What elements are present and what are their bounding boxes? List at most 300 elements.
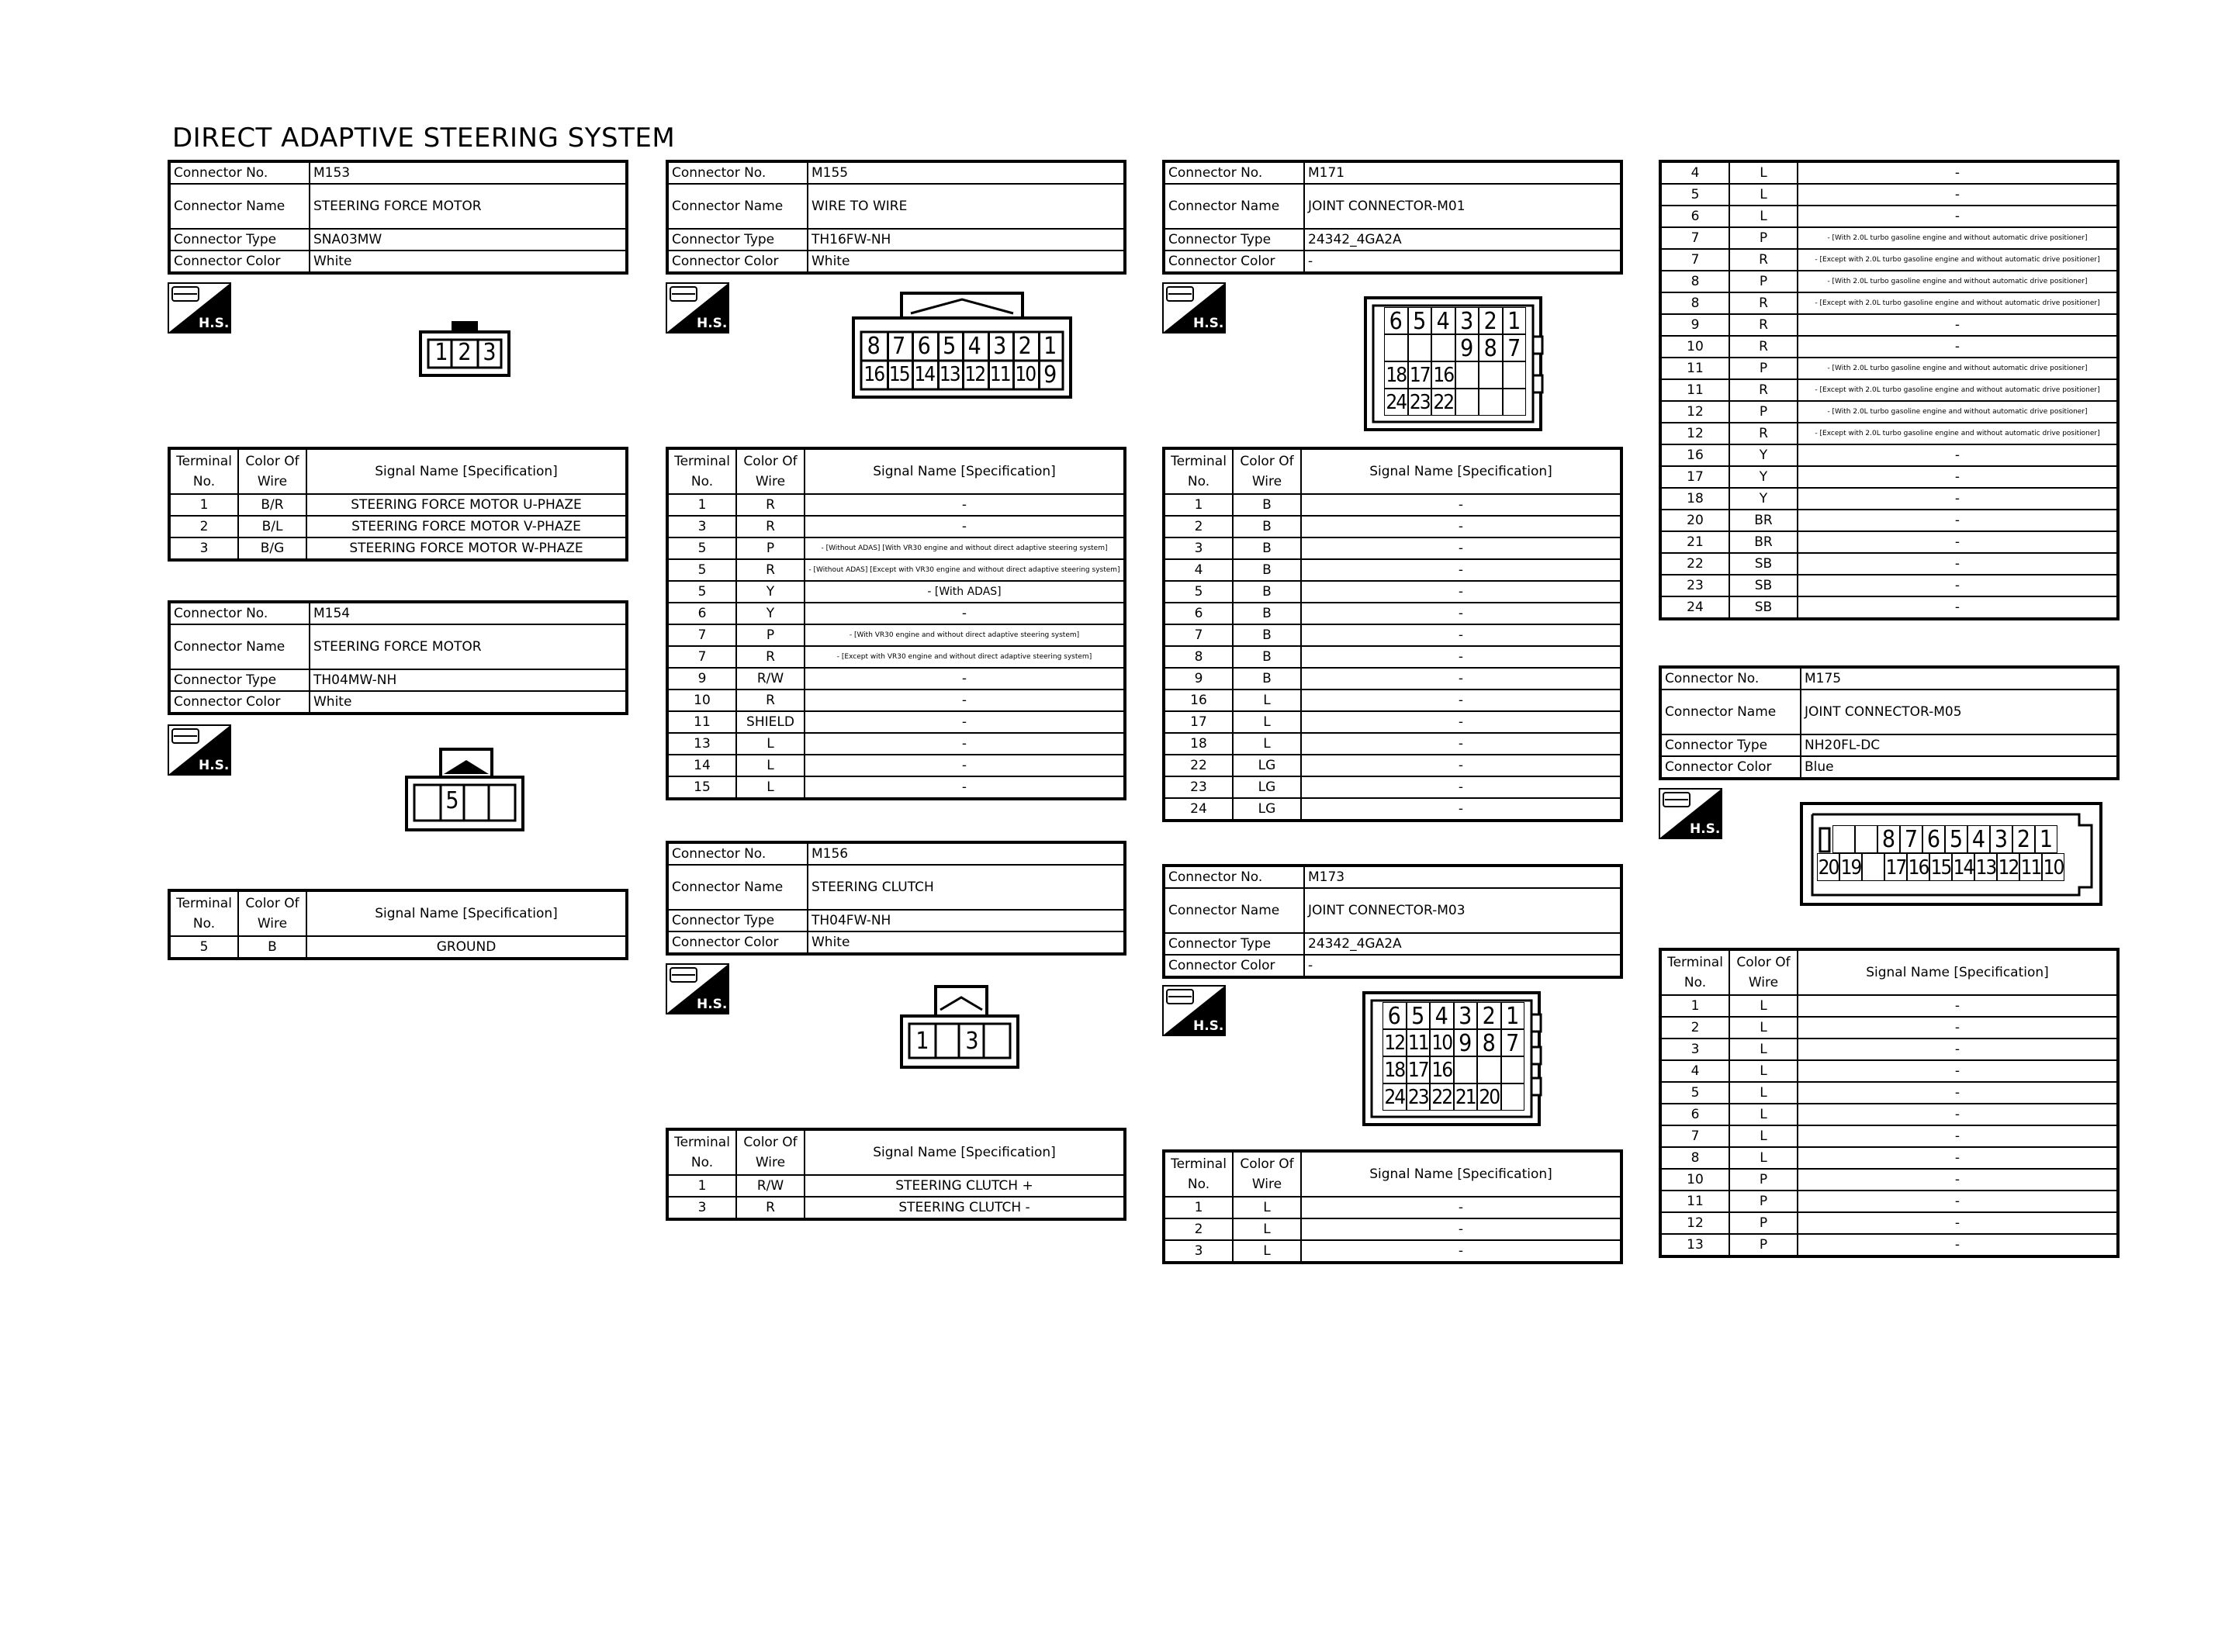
signal-name-cell: - [1798, 510, 2118, 531]
table-row [1660, 1082, 2118, 1104]
terminal-no-cell: 8 [1660, 1147, 1729, 1169]
pin-cell: 13 [1974, 853, 1997, 881]
terminal-no-header: Terminal No. [169, 890, 238, 936]
harness-side-icon [168, 282, 231, 334]
wire-color-cell: LG [1233, 776, 1301, 798]
connector-type-label: Connector Type [169, 669, 310, 691]
table-row [1164, 776, 1621, 798]
terminal-no-cell: 16 [1164, 689, 1233, 711]
connector-no-label: Connector No. [1164, 866, 1304, 888]
signal-name-cell: - [1798, 466, 2118, 488]
signal-name-cell: - [805, 711, 1125, 733]
table-row [1660, 336, 2118, 358]
pin-cell: 24 [1383, 1083, 1407, 1111]
terminal-no-cell: 10 [1660, 336, 1729, 358]
connector-header-m154 [168, 600, 628, 715]
wire-color-cell: P [1729, 1191, 1798, 1212]
hs-label: H.S. [199, 758, 230, 773]
connector-face-m155 [852, 290, 1074, 403]
terminal-no-cell: 11 [1660, 358, 1729, 379]
wire-color-cell: Y [1729, 444, 1798, 466]
pin-cell [1503, 361, 1527, 389]
hs-badge-icon [168, 282, 231, 334]
pin-cell [1501, 1083, 1525, 1111]
wire-color-cell: R [736, 1197, 805, 1219]
table-row [1660, 488, 2118, 510]
wire-color-cell: L [1233, 733, 1301, 755]
terminal-no-cell: 9 [1164, 668, 1233, 689]
table-row [1164, 581, 1621, 603]
wire-color-cell: B/G [238, 537, 306, 560]
table-row [1164, 733, 1621, 755]
signal-name-cell: - [1301, 581, 1621, 603]
terminal-no-cell: 6 [1660, 206, 1729, 227]
harness-side-icon [168, 724, 231, 776]
table-row [667, 1197, 1125, 1219]
connector-name-value: JOINT CONNECTOR-M05 [1801, 689, 2118, 734]
pin-cell: 13 [937, 361, 965, 389]
signal-name-cell: - [Except with VR30 engine and without direct adaptive steering system] [805, 646, 1125, 668]
signal-name-cell: - [1301, 1197, 1621, 1218]
pin-cell [1479, 389, 1503, 416]
connector-color-value: - [1304, 251, 1621, 273]
wire-color-cell: R [736, 646, 805, 668]
harness-side-icon [1162, 985, 1226, 1036]
connector-color-value: Blue [1801, 756, 2118, 779]
hs-label: H.S. [697, 316, 728, 331]
wire-color-cell: R [1729, 292, 1798, 314]
table-row [667, 537, 1125, 559]
pin-cell: 1 [1043, 333, 1057, 360]
pin-cell: 5 [1408, 307, 1432, 334]
terminal-no-cell: 1 [1164, 1197, 1233, 1218]
terminal-no-header: Terminal No. [1164, 448, 1233, 494]
table-row [1660, 553, 2118, 575]
signal-name-cell: - [With 2.0L turbo gasoline engine and without automatic drive positioner] [1798, 271, 2118, 292]
pin-cell [1455, 389, 1479, 416]
pin-cell: 1 [2035, 825, 2057, 853]
pin-cell: 23 [1408, 389, 1432, 416]
signal-name-header: Signal Name [Specification] [805, 448, 1125, 494]
wire-color-cell: LG [1233, 798, 1301, 821]
wire-color-cell: L [1233, 1197, 1301, 1218]
connector-name-label: Connector Name [667, 865, 808, 910]
pin-number: 3 [965, 1028, 979, 1055]
signal-name-cell: - [1798, 1060, 2118, 1082]
terminal-no-cell: 11 [1660, 1191, 1729, 1212]
wire-color-cell: B/L [238, 516, 306, 537]
terminal-no-header: Terminal No. [169, 448, 238, 494]
terminal-no-cell: 12 [1660, 401, 1729, 423]
signal-name-cell: - [1798, 314, 2118, 336]
terminal-no-header: Terminal No. [667, 448, 736, 494]
pin-cell: 20 [1817, 853, 1839, 881]
connector-header-m156 [666, 841, 1126, 956]
wire-color-cell: SB [1729, 575, 1798, 596]
wire-color-cell: P [1729, 358, 1798, 379]
connector-color-label: Connector Color [667, 931, 808, 954]
table-header-row [169, 448, 627, 494]
signal-name-cell: STEERING FORCE MOTOR V-PHAZE [306, 516, 627, 537]
wire-color-cell: L [1233, 689, 1301, 711]
terminal-no-cell: 13 [667, 733, 736, 755]
pin-cell [1431, 334, 1455, 361]
signal-name-cell: - [1798, 488, 2118, 510]
wire-color-cell: B [1233, 559, 1301, 581]
signal-name-cell: - [1798, 531, 2118, 553]
signal-name-cell: STEERING CLUTCH - [805, 1197, 1125, 1219]
pin-cell: 11 [988, 361, 1016, 389]
wire-color-cell: Y [1729, 466, 1798, 488]
terminal-no-cell: 3 [667, 1197, 736, 1219]
pin-cell: 4 [1967, 825, 1990, 853]
wire-color-cell: R [736, 559, 805, 581]
pin-cell: 9 [1454, 1029, 1478, 1056]
table-row [667, 689, 1125, 711]
pin-cell: 7 [1501, 1029, 1525, 1056]
table-row [1660, 531, 2118, 553]
connector-type-label: Connector Type [1164, 229, 1304, 251]
signal-name-cell: - [1798, 1234, 2118, 1256]
terminal-table-m154 [168, 889, 628, 960]
terminal-no-cell: 23 [1660, 575, 1729, 596]
terminal-no-cell: 1 [169, 494, 238, 516]
terminal-no-cell: 17 [1660, 466, 1729, 488]
terminal-no-cell: 5 [1660, 184, 1729, 206]
connector-name-label: Connector Name [1164, 184, 1304, 229]
signal-name-cell: - [With ADAS] [805, 581, 1125, 603]
signal-name-cell: - [1798, 1017, 2118, 1039]
connector-no-value: M156 [808, 842, 1125, 865]
terminal-no-cell: 9 [667, 668, 736, 689]
connector-type-value: TH04FW-NH [808, 910, 1125, 931]
signal-name-cell: - [805, 733, 1125, 755]
color-of-wire-header: Color Of Wire [1729, 949, 1798, 995]
signal-name-cell: - [1798, 206, 2118, 227]
terminal-no-cell: 5 [667, 559, 736, 581]
hs-badge-icon [666, 963, 729, 1014]
wire-color-cell: Y [736, 603, 805, 624]
connector-type-value: TH04MW-NH [310, 669, 627, 691]
wire-color-cell: L [1729, 995, 1798, 1017]
terminal-no-cell: 15 [667, 776, 736, 799]
pin-cell: 3 [1990, 825, 2012, 853]
table-row [667, 494, 1125, 516]
color-of-wire-header: Color Of Wire [238, 890, 306, 936]
signal-name-cell: - [805, 689, 1125, 711]
signal-name-header: Signal Name [Specification] [1301, 448, 1621, 494]
terminal-no-cell: 17 [1164, 711, 1233, 733]
terminal-no-cell: 13 [1660, 1234, 1729, 1256]
wire-color-cell: BR [1729, 531, 1798, 553]
terminal-no-cell: 16 [1660, 444, 1729, 466]
connector-type-value: SNA03MW [310, 229, 627, 251]
signal-name-cell: - [1301, 516, 1621, 537]
pin-cell [1455, 361, 1479, 389]
wire-color-cell: R [736, 689, 805, 711]
signal-name-cell: - [1301, 798, 1621, 821]
terminal-no-cell: 22 [1660, 553, 1729, 575]
wire-color-cell: R/W [736, 1175, 805, 1197]
wire-color-cell: B [1233, 646, 1301, 668]
pin-cell: 8 [1477, 1029, 1501, 1056]
terminal-no-cell: 18 [1164, 733, 1233, 755]
signal-name-cell: - [1798, 1104, 2118, 1125]
table-row [1164, 559, 1621, 581]
terminal-no-cell: 22 [1164, 755, 1233, 776]
terminal-no-cell: 5 [169, 936, 238, 959]
wire-color-cell: L [736, 733, 805, 755]
connector-name-value: STEERING CLUTCH [808, 865, 1125, 910]
connector-no-value: M175 [1801, 667, 2118, 689]
terminal-no-cell: 18 [1660, 488, 1729, 510]
wire-color-cell: Y [736, 581, 805, 603]
terminal-no-cell: 1 [667, 1175, 736, 1197]
pin-cell: 24 [1384, 389, 1408, 416]
terminal-no-cell: 5 [667, 581, 736, 603]
pin-cell: 12 [1997, 853, 2019, 881]
wire-color-cell: R [736, 494, 805, 516]
table-row [667, 711, 1125, 733]
wire-color-cell: B [1233, 537, 1301, 559]
table-row [1660, 1212, 2118, 1234]
pin-cell: 8 [1479, 334, 1503, 361]
connector-name-label: Connector Name [1164, 888, 1304, 933]
signal-name-header: Signal Name [Specification] [306, 890, 627, 936]
wire-color-cell: R [1729, 314, 1798, 336]
signal-name-cell: - [1301, 733, 1621, 755]
terminal-no-cell: 7 [1660, 1125, 1729, 1147]
wire-color-cell: P [1729, 227, 1798, 249]
pin-cell: 1 [1501, 1002, 1525, 1029]
table-row [667, 776, 1125, 799]
pin-cell: 11 [1407, 1029, 1431, 1056]
terminal-no-cell: 11 [1660, 379, 1729, 401]
table-row [1660, 1125, 2118, 1147]
terminal-no-cell: 2 [1164, 1218, 1233, 1240]
pin-cell: 8 [1877, 825, 1900, 853]
terminal-no-cell: 24 [1660, 596, 1729, 619]
pin-cell [1862, 853, 1884, 881]
connector-no-label: Connector No. [667, 161, 808, 184]
signal-name-cell: - [1301, 559, 1621, 581]
hs-label: H.S. [1193, 316, 1224, 331]
pin-cell: 2 [1012, 332, 1040, 361]
hs-badge-icon [666, 282, 729, 334]
connector-color-value: White [310, 691, 627, 714]
connector-no-value: M155 [808, 161, 1125, 184]
signal-name-cell: - [1798, 1169, 2118, 1191]
table-row [1660, 206, 2118, 227]
terminal-table-m171 [1162, 447, 1623, 822]
signal-name-cell: - [1798, 1191, 2118, 1212]
connector-no-value: M173 [1304, 866, 1621, 888]
table-header-row [169, 890, 627, 936]
wire-color-cell: P [1729, 401, 1798, 423]
table-row [667, 624, 1125, 646]
table-row [1660, 1017, 2118, 1039]
signal-name-cell: STEERING FORCE MOTOR U-PHAZE [306, 494, 627, 516]
terminal-no-cell: 5 [1164, 581, 1233, 603]
connector-face-m154 [405, 746, 526, 836]
pin-cell: 2 [1477, 1002, 1501, 1029]
connector-face-m173 [1362, 991, 1549, 1131]
pin-cell: 10 [1012, 361, 1040, 389]
wire-color-cell: R [736, 516, 805, 537]
color-of-wire-header: Color Of Wire [736, 448, 805, 494]
wire-color-cell: L [1729, 206, 1798, 227]
table-row [667, 755, 1125, 776]
terminal-no-cell: 8 [1660, 271, 1729, 292]
signal-name-cell: - [1301, 537, 1621, 559]
signal-name-cell: - [1798, 1212, 2118, 1234]
table-row [667, 668, 1125, 689]
page-title: DIRECT ADAPTIVE STEERING SYSTEM [172, 123, 676, 154]
pin-cell: 3 [988, 332, 1016, 361]
table-row [1660, 423, 2118, 444]
pin-cell: 9 [1455, 334, 1479, 361]
harness-side-icon [666, 963, 729, 1014]
terminal-no-cell: 8 [1660, 292, 1729, 314]
terminal-no-cell: 20 [1660, 510, 1729, 531]
terminal-no-header: Terminal No. [667, 1129, 736, 1175]
wire-color-cell: B [1233, 668, 1301, 689]
pin-cell [1855, 825, 1877, 853]
table-row [667, 1175, 1125, 1197]
wire-color-cell: P [1729, 1169, 1798, 1191]
connector-color-label: Connector Color [1164, 955, 1304, 977]
table-row [1660, 1234, 2118, 1256]
signal-name-cell: - [1798, 184, 2118, 206]
wire-color-cell: R/W [736, 668, 805, 689]
pin-cell [1408, 334, 1432, 361]
wire-color-cell: L [1729, 1125, 1798, 1147]
pin-cell: 18 [1384, 361, 1408, 389]
pin-cell: 10 [1430, 1029, 1454, 1056]
connector-face-m156 [900, 983, 1021, 1073]
terminal-no-cell: 1 [1660, 995, 1729, 1017]
wire-color-cell: L [1729, 161, 1798, 184]
signal-name-cell: - [With VR30 engine and without direct adaptive steering system] [805, 624, 1125, 646]
terminal-table-m153 [168, 447, 628, 562]
terminal-no-cell: 10 [1660, 1169, 1729, 1191]
connector-color-label: Connector Color [667, 251, 808, 273]
signal-name-cell: - [1798, 161, 2118, 184]
signal-name-cell: - [Except with 2.0L turbo gasoline engine and without automatic drive positioner] [1798, 292, 2118, 314]
pin-cell: 12 [1383, 1029, 1407, 1056]
pin-cell: 5 [1407, 1002, 1431, 1029]
table-row [1660, 249, 2118, 271]
pin-cell: 3 [1454, 1002, 1478, 1029]
signal-name-cell: - [1798, 1125, 2118, 1147]
pin-cell: 8 [861, 332, 889, 361]
pin-cell: 11 [2019, 853, 2042, 881]
connector-no-label: Connector No. [1660, 667, 1801, 689]
signal-name-header: Signal Name [Specification] [1301, 1151, 1621, 1197]
hs-label: H.S. [1193, 1018, 1224, 1034]
terminal-no-cell: 10 [667, 689, 736, 711]
table-row [1660, 510, 2118, 531]
wire-color-cell: P [736, 624, 805, 646]
connector-type-value: TH16FW-NH [808, 229, 1125, 251]
pin-cell: 7 [887, 332, 915, 361]
table-row [1660, 444, 2118, 466]
wire-color-cell: SB [1729, 553, 1798, 575]
connector-no-value: M154 [310, 602, 627, 624]
table-row [1660, 995, 2118, 1017]
table-row [1164, 689, 1621, 711]
connector-name-label: Connector Name [169, 624, 310, 669]
pin-cell: 22 [1431, 389, 1455, 416]
terminal-no-cell: 23 [1164, 776, 1233, 798]
pin-cell: 9 [1043, 361, 1057, 389]
table-row [1660, 161, 2118, 184]
terminal-table-m156 [666, 1128, 1126, 1221]
connector-color-value: - [1304, 955, 1621, 977]
terminal-no-cell: 11 [667, 711, 736, 733]
connector-color-label: Connector Color [1164, 251, 1304, 273]
connector-name-label: Connector Name [667, 184, 808, 229]
terminal-no-cell: 2 [1164, 516, 1233, 537]
connector-color-value: White [808, 931, 1125, 954]
table-row [1660, 292, 2118, 314]
table-row [1164, 711, 1621, 733]
table-row [1660, 466, 2118, 488]
pin-cell: 4 [1431, 307, 1455, 334]
connector-type-label: Connector Type [667, 910, 808, 931]
connector-name-value: JOINT CONNECTOR-M03 [1304, 888, 1621, 933]
pin-number: 3 [483, 339, 497, 366]
terminal-no-cell: 12 [1660, 1212, 1729, 1234]
table-row [1164, 755, 1621, 776]
wire-color-cell: L [1729, 1104, 1798, 1125]
pin-cell: 14 [1952, 853, 1974, 881]
pin-cell: 14 [912, 361, 940, 389]
connector-type-value: NH20FL-DC [1801, 734, 2118, 756]
pin-cell: 18 [1383, 1056, 1407, 1083]
signal-name-cell: - [Except with 2.0L turbo gasoline engine and without automatic drive positioner] [1798, 423, 2118, 444]
color-of-wire-header: Color Of Wire [736, 1129, 805, 1175]
signal-name-cell: - [1798, 336, 2118, 358]
pin-cell [1454, 1056, 1478, 1083]
connector-header-m173 [1162, 864, 1623, 979]
wire-color-cell: L [1729, 1060, 1798, 1082]
pin-cell: 6 [912, 332, 940, 361]
wire-color-cell: L [1729, 184, 1798, 206]
connector-no-label: Connector No. [169, 161, 310, 184]
pin-cell: 20 [1477, 1083, 1501, 1111]
wire-color-cell: L [1233, 1218, 1301, 1240]
pin-cell [1384, 334, 1408, 361]
table-row [1660, 596, 2118, 619]
table-row [1164, 624, 1621, 646]
pin-cell: 16 [1430, 1056, 1454, 1083]
color-of-wire-header: Color Of Wire [1233, 448, 1301, 494]
table-row [169, 516, 627, 537]
pin-cell: 22 [1430, 1083, 1454, 1111]
table-row [1164, 516, 1621, 537]
table-row [1660, 401, 2118, 423]
wire-color-cell: L [1729, 1082, 1798, 1104]
connector-type-label: Connector Type [667, 229, 808, 251]
signal-name-cell: - [1798, 1039, 2118, 1060]
pin-cell [1832, 825, 1855, 853]
terminal-no-cell: 8 [1164, 646, 1233, 668]
connector-name-label: Connector Name [169, 184, 310, 229]
signal-name-cell: - [1301, 624, 1621, 646]
pin-cell: 6 [1383, 1002, 1407, 1029]
pin-cell: 17 [1407, 1056, 1431, 1083]
